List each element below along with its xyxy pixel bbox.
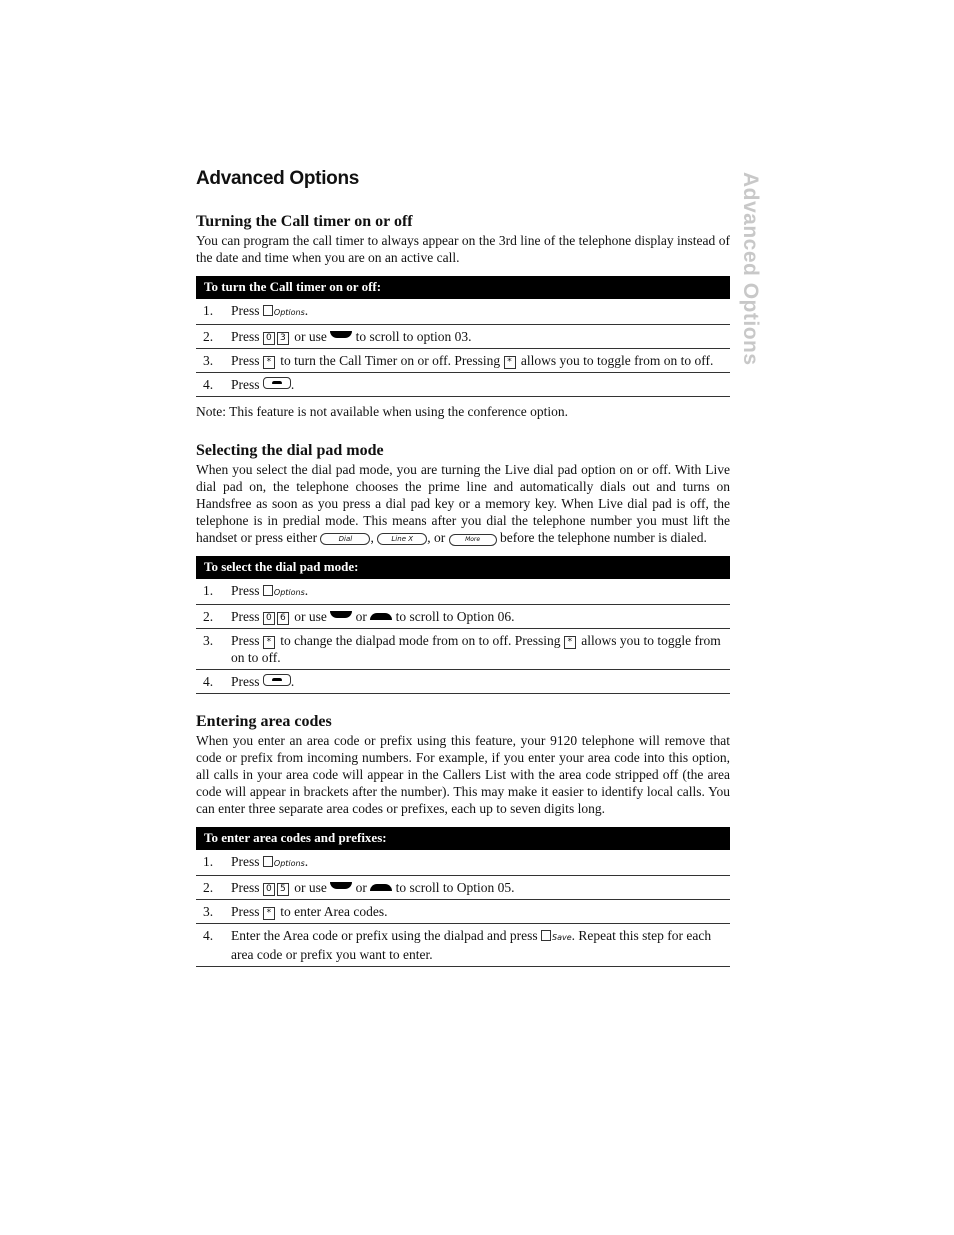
step-text-part: Press — [231, 674, 260, 689]
step-text-part: Press — [231, 303, 260, 318]
options-softkey-icon: Options — [263, 302, 305, 321]
step-text — [231, 376, 730, 393]
step-text-part: Press — [231, 329, 260, 344]
table-row — [196, 579, 730, 605]
save-softkey-icon: Save — [541, 927, 572, 946]
six-key-icon: 6 — [277, 612, 289, 625]
table-row — [196, 325, 730, 349]
section-intro: You can program the call timer to always appear on the 3rd line of the telephone display instead of the date and time when you are on an active call. — [196, 233, 730, 265]
step-number: 3. — [203, 904, 214, 919]
step-number: 4. — [203, 377, 214, 392]
star-key-icon: * — [263, 356, 275, 369]
step-number: 1. — [203, 854, 214, 869]
page-content — [196, 168, 730, 967]
step-text-part: Press — [231, 377, 260, 392]
step-text — [231, 328, 730, 345]
table-row — [196, 629, 730, 670]
table-title: To turn the Call timer on or off: — [196, 276, 730, 299]
step-number: 3. — [203, 633, 214, 648]
dial-key-icon: Dial — [320, 533, 370, 545]
options-softkey-icon: Options — [263, 582, 305, 601]
table-title: To select the dial pad mode: — [196, 556, 730, 579]
star-key-icon: * — [504, 356, 516, 369]
note-text: Note: This feature is not available when using the conference option. — [196, 404, 569, 419]
step-number: 1. — [203, 303, 214, 318]
zero-key-icon: 0 — [263, 332, 275, 345]
step-text — [231, 927, 730, 963]
scroll-down-icon — [330, 331, 352, 338]
hangup-key-icon — [263, 377, 291, 389]
section-intro — [196, 461, 730, 546]
section-intro: When you enter an area code or prefix using this feature, your 9120 telephone will remove that code or prefix from incoming numbers. For example, if you enter your area code into this option, all calls in your area code will appear in the Callers List with the area code stripped off (the area code will appear in brackets after the number). This may make it easier to identify local calls. You can enter three separate area codes or prefixes, each up to seven digits long. — [196, 733, 730, 816]
step-text-part: to enter Area codes. — [280, 904, 388, 919]
step-text-part: . — [304, 303, 309, 318]
step-text-part: . — [290, 377, 295, 392]
step-text-part: . Repeat this step for each area code or prefix you want to enter. — [231, 928, 712, 962]
zero-key-icon: 0 — [263, 612, 275, 625]
step-text — [231, 302, 730, 321]
step-text-part: Press — [231, 854, 260, 869]
step-text-part: or use — [294, 880, 327, 895]
step-number: 4. — [203, 674, 214, 689]
step-number: 2. — [203, 880, 214, 895]
step-text-part: to scroll to Option 05. — [395, 880, 515, 895]
step-text-part: . — [304, 583, 309, 598]
scroll-down-icon — [330, 611, 352, 618]
table-row — [196, 850, 730, 876]
more-key-icon: More — [449, 534, 497, 546]
step-text-part: Enter the Area code or prefix using the dialpad and press — [231, 928, 538, 943]
step-text-part: or — [355, 609, 367, 624]
intro-text-part: before the telephone number is dialed. — [499, 530, 707, 545]
step-text-part: Press — [231, 609, 260, 624]
step-text — [231, 879, 730, 896]
table-row — [196, 605, 730, 629]
table-row — [196, 876, 730, 900]
step-number: 1. — [203, 583, 214, 598]
hangup-key-icon — [263, 674, 291, 686]
section-heading: Entering area codes — [196, 713, 332, 730]
step-number: 4. — [203, 928, 214, 943]
step-text — [231, 352, 730, 369]
section-dial-pad-mode — [196, 441, 730, 694]
section-heading: Selecting the dial pad mode — [196, 442, 384, 459]
steps-table — [196, 827, 730, 967]
step-text-part: allows you to toggle from on to off. — [231, 633, 721, 665]
step-text — [231, 903, 730, 920]
section-area-codes — [196, 712, 730, 967]
step-text-part: Press — [231, 880, 260, 895]
options-softkey-icon: Options — [263, 853, 305, 872]
section-heading: Turning the Call timer on or off — [196, 213, 413, 230]
step-text-part: or use — [294, 609, 327, 624]
step-text — [231, 673, 730, 690]
step-text — [231, 582, 730, 601]
step-text-part: to change the dialpad mode from on to off. Pressing — [280, 633, 561, 648]
scroll-up-icon — [370, 884, 392, 891]
step-text-part: . — [290, 674, 295, 689]
step-number: 2. — [203, 609, 214, 624]
table-row — [196, 373, 730, 397]
table-row — [196, 299, 730, 325]
step-text-part: to scroll to option 03. — [355, 329, 472, 344]
step-number: 3. — [203, 353, 214, 368]
step-text-part: allows you to toggle from on to off. — [520, 353, 714, 368]
step-text — [231, 853, 730, 872]
intro-text-part: , — [370, 530, 374, 545]
intro-text-part: , or — [427, 530, 446, 545]
zero-key-icon: 0 — [263, 883, 275, 896]
step-text-part: Press — [231, 633, 260, 648]
step-text — [231, 608, 730, 625]
step-text-part: Press — [231, 583, 260, 598]
step-text-part: Press — [231, 353, 260, 368]
star-key-icon: * — [564, 636, 576, 649]
step-text-part: or use — [294, 329, 327, 344]
three-key-icon: 3 — [277, 332, 289, 345]
five-key-icon: 5 — [277, 883, 289, 896]
steps-table — [196, 556, 730, 694]
table-row — [196, 670, 730, 694]
page-title: Advanced Options — [196, 168, 360, 189]
steps-table — [196, 276, 730, 397]
step-text-part: or — [355, 880, 367, 895]
intro-text-part: When you select the dial pad mode, you are turning the Live dial pad option on or off. With Live dial pad on, the telephone chooses the prime line and automatically dials out and turns on Handsfree as soon as you press a dial pad key or a memory key. When Live dial pad is off, the telephone is in predial mode. This means after you dial the telephone number you must lift the handset or press either — [196, 462, 730, 545]
section-call-timer — [196, 212, 730, 420]
table-row — [196, 349, 730, 373]
star-key-icon: * — [263, 907, 275, 920]
step-text-part: . — [304, 854, 309, 869]
step-number: 2. — [203, 329, 214, 344]
star-key-icon: * — [263, 636, 275, 649]
step-text-part: to turn the Call Timer on or off. Pressing — [280, 353, 501, 368]
scroll-up-icon — [370, 613, 392, 620]
step-text — [231, 632, 730, 666]
step-text-part: to scroll to Option 06. — [395, 609, 515, 624]
scroll-down-icon — [330, 882, 352, 889]
step-text-part: Press — [231, 904, 260, 919]
side-tab-label: Advanced Options — [739, 172, 762, 366]
table-row — [196, 900, 730, 924]
line-x-key-icon: Line X — [377, 533, 427, 545]
table-row — [196, 924, 730, 967]
table-title: To enter area codes and prefixes: — [196, 827, 730, 850]
